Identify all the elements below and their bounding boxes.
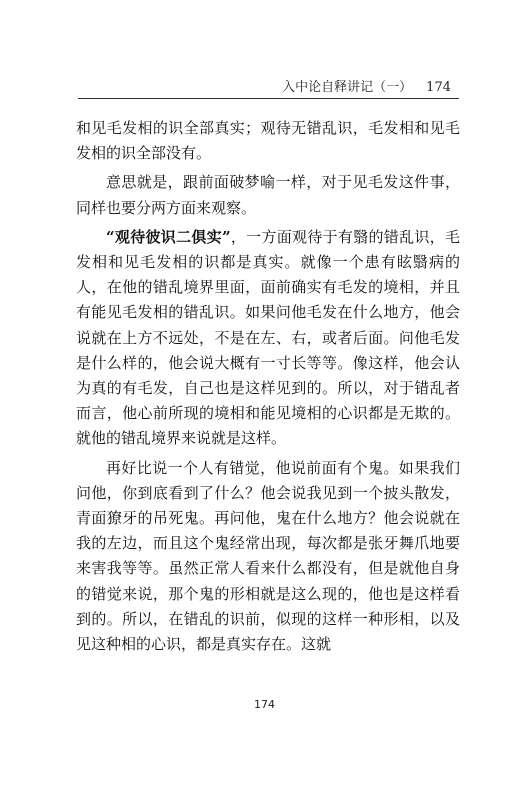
footer-page-number: 174 — [254, 698, 275, 711]
body-text — [76, 116, 460, 657]
header-title: 入中论自释讲记（一） — [282, 80, 413, 95]
verse-quote: “观待彼识二俱实” — [106, 227, 231, 246]
header-page-number: 174 — [426, 80, 451, 95]
paragraph-3 — [76, 225, 460, 452]
running-header — [282, 76, 451, 95]
paragraph-2: 意思就是，跟前面破梦喻一样，对于见毛发这件事，同样也要分两方面来观察。 — [76, 173, 460, 217]
paragraph-4: 再好比说一个人有错觉，他说前面有个鬼。如果我们问他，你到底看到了什么？他会说我见到一个披头散发，青面獠牙的吊死鬼。再问他，鬼在什么地方？他会说就在我的左边，而且这个鬼经常出现，每次都是张牙舞爪地要来害我等等。虽然正常人看来什么都没有，但是就他自身的错觉来说，那个鬼的形相就是这么现的，他也是这样看到的。所以，在错乱的识前，似现的这样一种形相，以及见这种相的心识，都是真实存在。这就 — [76, 458, 460, 654]
header-rule — [78, 98, 459, 99]
paragraph-1: 和见毛发相的识全部真实；观待无错乱识，毛发相和见毛发相的识全部没有。 — [76, 119, 460, 163]
paragraph-3-text: ，一方面观待于有翳的错乱识，毛发相和见毛发相的识都是真实。就像一个患有眩翳病的人，在他的错乱境界里面，面前确实有毛发的境相，并且有能见毛发相的错乱识。如果问他毛发在什么地方，他会说就在上方不远处，不是在左、右，或者后面。问他毛发是什么样的，他会说大概有一寸长等等。像这样，他会认为真的有毛发，自己也是这样见到的。所以，对于错乱者而言，他心前所现的境相和能见境相的心识都是无欺的。就他的错乱境界来说就是这样。 — [76, 227, 460, 448]
